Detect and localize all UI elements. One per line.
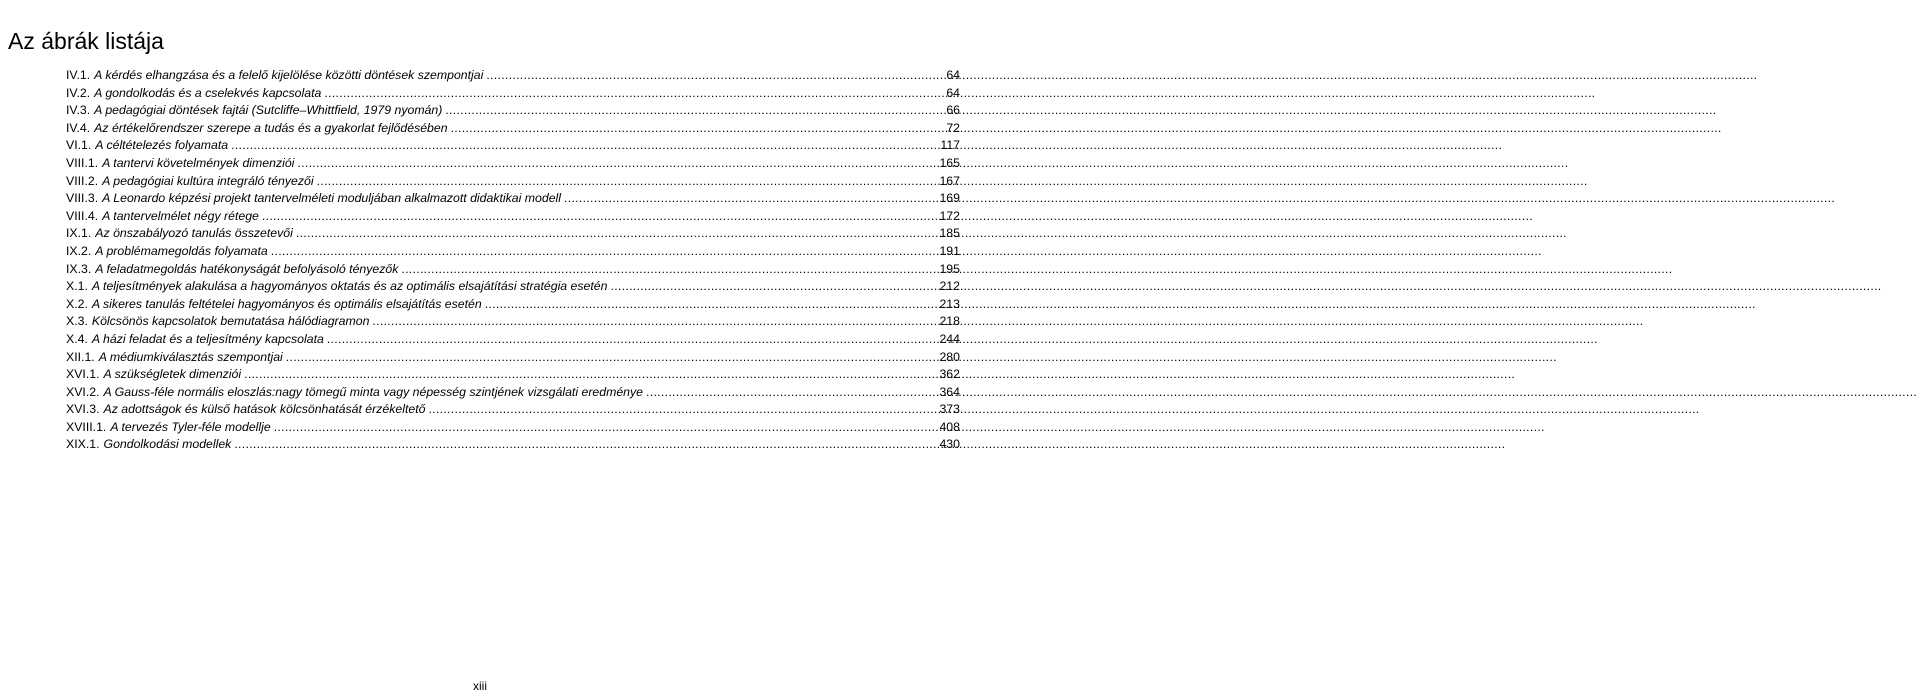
figure-list-item[interactable]: [66, 384, 960, 402]
figure-list-item[interactable]: [66, 85, 960, 103]
figure-title: Az adottságok és külső hatások kölcsönhatását érzékeltető: [103, 402, 426, 417]
dot-leader: [486, 67, 929, 85]
figure-title: Az értékelőrendszer szerepe a tudás és a gyakorlat fejlődésében: [94, 120, 448, 135]
figure-page-number: 373: [939, 402, 960, 417]
figure-page-number: 66: [946, 103, 960, 118]
dot-leader: [317, 173, 929, 191]
figure-page-number: 280: [939, 349, 960, 364]
dot-leader: [610, 278, 929, 296]
figure-title: A szükségletek dimenziói: [103, 367, 242, 382]
figure-page-number: 167: [939, 173, 960, 188]
figure-page-number: 218: [939, 314, 960, 329]
dot-leader: [485, 296, 929, 314]
figure-number: VIII.3.: [66, 191, 99, 206]
figure-number: X.1.: [66, 279, 88, 294]
figure-number: IX.3.: [66, 261, 92, 276]
figure-page-number: 169: [939, 191, 960, 206]
figure-list-item[interactable]: [66, 349, 960, 367]
figure-page-number: 195: [939, 261, 960, 276]
figure-list-item[interactable]: [66, 190, 960, 208]
figure-page-number: 72: [946, 120, 960, 135]
figure-number: IV.2.: [66, 85, 91, 100]
figure-list-item[interactable]: [66, 401, 960, 419]
figure-page-number: 172: [939, 208, 960, 223]
figure-number: XVIII.1.: [66, 419, 107, 434]
dot-leader: [428, 401, 929, 419]
figure-page-number: 408: [939, 419, 960, 434]
figure-number: IX.1.: [66, 226, 92, 241]
figure-title: A kérdés elhangzása és a felelő kijelölése közötti döntések szempontjai: [94, 68, 484, 82]
figure-list-item[interactable]: [66, 243, 960, 261]
figure-title: Kölcsönös kapcsolatok bemutatása hálódiagramon: [91, 314, 370, 329]
dot-leader: [296, 225, 929, 243]
figure-number: XVI.3.: [66, 402, 100, 417]
figure-list-item[interactable]: [66, 120, 960, 138]
page-number: xiii: [473, 679, 487, 693]
figure-list-item[interactable]: [66, 419, 960, 437]
figure-page-number: 430: [939, 437, 960, 452]
figure-page-number: 185: [939, 226, 960, 241]
figure-number: X.3.: [66, 314, 88, 329]
figure-list-item[interactable]: [66, 331, 960, 349]
dot-leader: [262, 208, 929, 226]
page-title: Az ábrák listája: [8, 28, 164, 54]
figure-list-item[interactable]: [66, 208, 960, 226]
figure-list-item[interactable]: [66, 436, 960, 454]
figure-list-item[interactable]: [66, 173, 960, 191]
figure-page-number: 212: [939, 279, 960, 294]
figure-page-number: 244: [939, 331, 960, 346]
figure-list-item[interactable]: [66, 102, 960, 120]
figure-title: A pedagógiai döntések fajtái (Sutcliffe–Whittfield, 1979 nyomán): [94, 103, 443, 118]
figure-number: VIII.1.: [66, 155, 99, 170]
dot-leader: [327, 331, 929, 349]
figure-number: VI.1.: [66, 138, 92, 153]
figure-number: IV.3.: [66, 103, 91, 118]
figure-page-number: 362: [939, 367, 960, 382]
figure-title: A Gauss-féle normális eloszlás:nagy tömegű minta vagy népesség szintjének vizsgálati eredménye: [103, 384, 644, 399]
figure-number: IV.4.: [66, 120, 91, 135]
figure-list-item[interactable]: [66, 366, 960, 384]
dot-leader: [401, 261, 929, 279]
dot-leader: [297, 155, 929, 173]
dot-leader: [372, 313, 929, 331]
figure-list-item[interactable]: [66, 278, 960, 296]
figure-list-item[interactable]: [66, 296, 960, 314]
figure-title: A sikeres tanulás feltételei hagyományos és optimális elsajátítás esetén: [91, 296, 482, 311]
figure-page-number: 191: [939, 243, 960, 258]
figure-page-number: 64: [946, 68, 960, 82]
figure-number: XVI.1.: [66, 367, 100, 382]
figure-number: XVI.2.: [66, 384, 100, 399]
dot-leader: [244, 366, 929, 384]
figure-list-item[interactable]: [66, 67, 960, 85]
figure-title: A tantervelmélet négy rétege: [102, 208, 259, 223]
dot-leader: [271, 243, 929, 261]
figure-page-number: 165: [939, 155, 960, 170]
figure-list-item[interactable]: [66, 155, 960, 173]
figure-title: A médiumkiválasztás szempontjai: [98, 349, 283, 364]
figure-title: A házi feladat és a teljesítmény kapcsolata: [91, 331, 324, 346]
dot-leader: [646, 384, 929, 402]
figure-number: IX.2.: [66, 243, 92, 258]
figure-title: A céltételezés folyamata: [95, 138, 229, 153]
figure-title: A tantervi követelmények dimenziói: [102, 155, 295, 170]
dot-leader: [445, 102, 929, 120]
figure-page-number: 64: [946, 85, 960, 100]
dot-leader: [234, 436, 929, 454]
figure-number: IV.1.: [66, 68, 91, 82]
dot-leader: [451, 120, 929, 138]
dot-leader: [564, 190, 929, 208]
figure-title: A Leonardo képzési projekt tantervelméleti moduljában alkalmazott didaktikai modell: [102, 191, 562, 206]
figure-number: VIII.2.: [66, 173, 99, 188]
dot-leader: [231, 137, 929, 155]
figure-page-number: 117: [940, 138, 960, 153]
figure-title: A pedagógiai kultúra integráló tényezői: [102, 173, 314, 188]
figure-title: Gondolkodási modellek: [103, 437, 232, 452]
figure-title: Az önszabályozó tanulás összetevői: [95, 226, 293, 241]
figure-number: VIII.4.: [66, 208, 99, 223]
dot-leader: [324, 85, 929, 103]
figure-page-number: 213: [939, 296, 960, 311]
figure-title: A teljesítmények alakulása a hagyományos oktatás és az optimális elsajátítási stratégia esetén: [91, 279, 608, 294]
figure-list-item[interactable]: [66, 137, 960, 155]
figure-title: A tervezés Tyler-féle modellje: [110, 419, 271, 434]
figure-list: [66, 67, 960, 454]
figure-page-number: 364: [939, 384, 960, 399]
figure-title: A problémamegoldás folyamata: [95, 243, 268, 258]
figure-number: XIX.1.: [66, 437, 100, 452]
dot-leader: [274, 419, 929, 437]
figure-list-item[interactable]: [66, 261, 960, 279]
figure-number: X.2.: [66, 296, 88, 311]
figure-title: A feladatmegoldás hatékonyságát befolyásoló tényezők: [95, 261, 399, 276]
figure-number: X.4.: [66, 331, 88, 346]
figure-number: XII.1.: [66, 349, 95, 364]
figure-title: A gondolkodás és a cselekvés kapcsolata: [94, 85, 322, 100]
figure-list-item[interactable]: [66, 225, 960, 243]
dot-leader: [286, 349, 929, 367]
figure-list-item[interactable]: [66, 313, 960, 331]
